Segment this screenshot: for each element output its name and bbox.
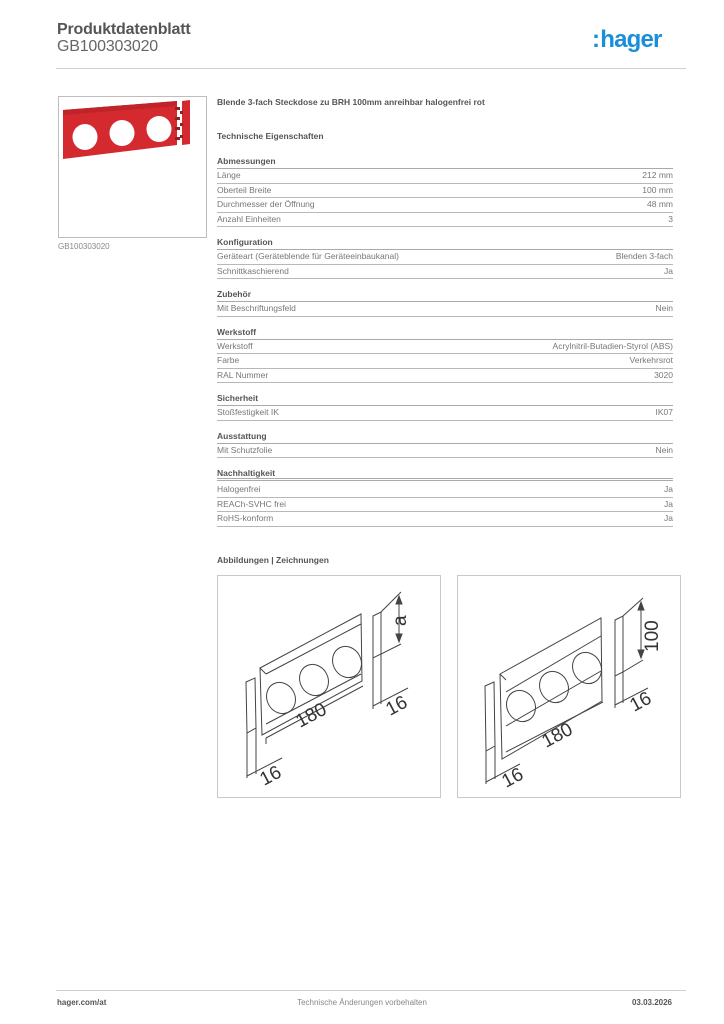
section-sicherheit [217,392,673,421]
spec-value: 212 mm [642,170,673,180]
section-ausstattung [217,430,673,459]
spec-row [217,302,673,317]
spec-label: Oberteil Breite [217,184,272,195]
section-title: Konfiguration [217,236,673,250]
spec-label: Farbe [217,355,240,365]
svg-text:a: a [390,615,411,626]
svg-text:180: 180 [538,718,577,753]
spec-row [217,169,673,184]
spec-label: Mit Schutzfolie [217,444,273,455]
spec-row [217,265,673,280]
spec-value: 3020 [654,369,673,380]
section-title: Zubehör [217,288,673,302]
spec-value: Blenden 3-fach [615,251,673,261]
spec-label: Werkstoff [217,340,253,351]
technical-drawing-2 [457,575,681,798]
spec-label: RAL Nummer [217,369,269,380]
red-cover-plate-icon [59,97,206,237]
spec-value: Acrylnitril-Butadien-Styrol (ABS) [552,340,673,351]
spec-label: RoHS-konform [217,513,274,523]
svg-text:16: 16 [626,687,656,717]
section-abmessungen [217,155,673,227]
svg-text:180: 180 [292,698,331,733]
section-zubehoer [217,288,673,317]
section-title: Werkstoff [217,326,673,340]
section-werkstoff [217,326,673,384]
spec-row [217,340,673,355]
spec-label: Mit Beschriftungsfeld [217,303,296,313]
spec-row [217,406,673,421]
spec-row [217,512,673,527]
section-nachhaltigkeit [217,467,673,527]
logo-text: hager [600,26,662,53]
spec-column [217,95,673,527]
product-image [58,96,207,238]
hager-logo [592,28,662,52]
spec-row [217,369,673,384]
spec-value: Nein [655,444,673,455]
spec-row [217,198,673,213]
spec-row [217,444,673,459]
spec-label: Schnittkaschierend [217,265,289,276]
spec-row [217,213,673,228]
tech-properties-heading: Technische Eigenschaften [217,131,324,141]
footer-date: 03.03.2026 [631,998,672,1007]
spec-value: Ja [664,484,673,494]
section-title: Sicherheit [217,392,673,406]
product-name: Blende 3-fach Steckdose zu BRH 100mm anreihbar halogenfrei rot [217,97,485,107]
spec-value: Ja [664,513,673,523]
spec-label: Länge [217,170,241,180]
spec-value: 48 mm [647,199,673,209]
dimension-drawing-icon [218,576,440,797]
spec-row [217,250,673,265]
footer-website-link[interactable]: hager.com/at [57,998,107,1007]
spec-row [217,498,673,513]
header-divider [56,68,686,69]
section-title: Ausstattung [217,430,673,444]
dimension-drawing-icon [458,576,680,797]
footer-divider [56,990,686,991]
technical-drawing-1 [217,575,441,798]
section-konfiguration [217,236,673,279]
spec-value: Verkehrsrot [629,355,673,365]
spec-label: Anzahl Einheiten [217,213,281,224]
product-image-caption: GB100303020 [58,242,110,251]
spec-value: 3 [668,213,673,224]
svg-text:16: 16 [498,763,528,793]
svg-text:100: 100 [642,620,663,652]
drawings-heading: Abbildungen | Zeichnungen [217,555,329,565]
document-title: Produktdatenblatt [57,21,191,38]
spec-value: IK07 [655,407,673,417]
spec-value: Ja [664,498,673,509]
svg-text:16: 16 [382,691,412,721]
spec-label: Durchmesser der Öffnung [217,199,315,209]
footer-notice: Technische Änderungen vorbehalten [297,998,427,1007]
spec-row [217,184,673,199]
svg-text:16: 16 [256,761,286,791]
logo-colon: : [592,26,600,53]
spec-label: Geräteart (Geräteblende für Geräteeinbaukanal) [217,251,399,261]
spec-row [217,483,673,498]
section-title: Nachhaltigkeit [217,467,673,481]
spec-value: Nein [655,303,673,313]
spec-value: 100 mm [642,184,673,195]
spec-label: Halogenfrei [217,484,261,494]
spec-label: Stoßfestigkeit IK [217,407,279,417]
spec-label: REACh-SVHC frei [217,498,286,509]
product-code: GB100303020 [57,38,159,55]
section-title: Abmessungen [217,155,673,169]
spec-row [217,354,673,369]
spec-sections [217,155,673,527]
spec-value: Ja [664,265,673,276]
